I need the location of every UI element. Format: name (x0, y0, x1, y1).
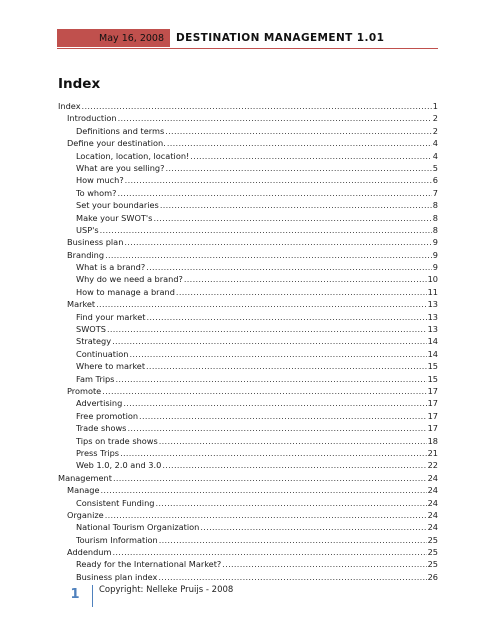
toc-entry[interactable] (58, 397, 438, 409)
toc-entry[interactable] (58, 162, 438, 174)
toc-entry-label: Location, location, location! (76, 150, 190, 161)
toc-entry[interactable] (58, 521, 438, 533)
toc-entry-page: 25 (427, 534, 438, 545)
toc-entry-page: 9 (432, 237, 438, 248)
toc-entry-label: Business plan index (76, 571, 158, 582)
toc-entry-page: 21 (427, 447, 438, 458)
toc-entry-page: 13 (427, 311, 438, 322)
toc-entry[interactable] (58, 125, 438, 137)
toc-entry-label: Where to market (76, 361, 146, 372)
header-title: DESTINATION MANAGEMENT 1.01 (176, 32, 385, 44)
toc-entry-page: 26 (427, 571, 438, 582)
toc-entry-label: Definitions and terms (76, 125, 165, 136)
toc-entry-label: Strategy (76, 336, 112, 347)
toc-entry-page: 17 (427, 398, 438, 409)
toc-entry-label: What is a brand? (76, 262, 146, 273)
toc-dot-leader (107, 323, 427, 335)
header-date: May 16, 2008 (57, 29, 170, 47)
toc-entry[interactable] (58, 509, 438, 521)
toc-entry[interactable] (58, 435, 438, 447)
toc-dot-leader (165, 162, 431, 174)
toc-dot-leader (105, 249, 432, 261)
copyright-text: Copyright: Nelleke Pruijs - 2008 (99, 585, 234, 595)
toc-dot-leader (139, 410, 427, 422)
toc-entry-page: 8 (432, 224, 438, 235)
toc-dot-leader (159, 435, 427, 447)
toc-entry-label: Tips on trade shows (76, 435, 158, 446)
toc-entry-label: Business plan (67, 237, 124, 248)
toc-entry[interactable] (58, 298, 438, 310)
toc-entry[interactable] (58, 174, 438, 186)
toc-dot-leader (82, 100, 432, 112)
toc-entry-label: Addendum (67, 547, 112, 558)
toc-entry-page: 25 (427, 547, 438, 558)
toc-entry[interactable] (58, 571, 438, 583)
toc-entry-page: 24 (427, 472, 438, 483)
toc-entry-label: Fam Trips (76, 373, 115, 384)
toc-entry-page: 22 (427, 460, 438, 471)
toc-dot-leader (146, 261, 432, 273)
toc-dot-leader (184, 273, 427, 285)
toc-entry[interactable] (58, 273, 438, 285)
toc-entry-label: How much? (76, 175, 124, 186)
toc-dot-leader (222, 558, 426, 570)
toc-entry-page: 11 (427, 286, 438, 297)
toc-entry-page: 24 (427, 509, 438, 520)
toc-dot-leader (115, 373, 426, 385)
toc-entry-page: 8 (432, 200, 438, 211)
toc-entry-label: Continuation (76, 348, 129, 359)
toc-entry-page: 5 (432, 162, 438, 173)
toc-entry-page: 1 (432, 101, 438, 111)
toc-entry-label: Tourism Information (76, 534, 158, 545)
toc-entry[interactable] (58, 484, 438, 496)
toc-dot-leader (153, 212, 431, 224)
toc-dot-leader (155, 497, 426, 509)
toc-entry-label: Press Trips (76, 447, 120, 458)
toc-entry[interactable] (58, 261, 438, 273)
toc-entry-label: Introduction (67, 113, 117, 124)
toc-entry-label: Define your destination. (67, 138, 166, 149)
toc-entry-page: 10 (427, 274, 438, 285)
toc-entry-page: 24 (427, 522, 438, 533)
toc-entry-label: Ready for the International Market? (76, 559, 222, 570)
toc-entry[interactable] (58, 286, 438, 298)
toc-entry[interactable] (58, 360, 438, 372)
toc-entry-page: 7 (432, 187, 438, 198)
toc-entry[interactable] (58, 335, 438, 347)
toc-dot-leader (125, 174, 432, 186)
toc-entry[interactable] (58, 224, 438, 236)
toc-dot-leader (158, 571, 426, 583)
toc-entry-page: 9 (432, 249, 438, 260)
toc-entry-label: How to manage a brand (76, 286, 175, 297)
toc-entry[interactable] (58, 546, 438, 558)
toc-entry[interactable] (58, 249, 438, 261)
toc-dot-leader (112, 335, 426, 347)
toc-entry[interactable] (58, 100, 438, 112)
table-of-contents (58, 100, 438, 583)
toc-entry-page: 4 (432, 150, 438, 161)
page-header (57, 29, 438, 47)
toc-entry[interactable] (58, 150, 438, 162)
toc-entry-page: 17 (427, 410, 438, 421)
toc-entry[interactable] (58, 447, 438, 459)
index-heading: Index (58, 76, 101, 92)
toc-entry-page: 24 (427, 485, 438, 496)
toc-entry-label: Advertising (76, 398, 123, 409)
toc-dot-leader (146, 360, 427, 372)
footer-divider (92, 585, 93, 607)
toc-dot-leader (117, 187, 431, 199)
toc-dot-leader (113, 472, 427, 484)
toc-dot-leader (200, 521, 426, 533)
toc-entry[interactable] (58, 558, 438, 570)
toc-entry-page: 17 (427, 423, 438, 434)
toc-entry-label: Set your boundaries (76, 200, 159, 211)
toc-entry[interactable] (58, 236, 438, 248)
toc-entry-label: Manage (67, 485, 100, 496)
toc-dot-leader (100, 224, 432, 236)
toc-dot-leader (162, 459, 426, 471)
toc-entry-page: 13 (427, 299, 438, 310)
toc-entry[interactable] (58, 212, 438, 224)
toc-entry-page: 18 (427, 435, 438, 446)
toc-dot-leader (127, 422, 426, 434)
toc-entry-page: 8 (432, 212, 438, 223)
toc-entry[interactable] (58, 534, 438, 546)
toc-entry-page: 15 (427, 361, 438, 372)
toc-entry[interactable] (58, 422, 438, 434)
toc-entry[interactable] (58, 311, 438, 323)
toc-dot-leader (101, 484, 427, 496)
toc-entry-label: Management (58, 472, 112, 483)
toc-dot-leader (159, 534, 427, 546)
toc-entry-label: Free promotion (76, 410, 139, 421)
toc-entry-label: National Tourism Organization (76, 522, 200, 533)
toc-entry-label: Organize (67, 509, 104, 520)
toc-entry-page: 15 (427, 373, 438, 384)
toc-entry-label: USP's (76, 224, 99, 235)
toc-entry-label: Why do we need a brand? (76, 274, 183, 285)
page-number: 1 (70, 586, 80, 602)
toc-entry-label: Find your market (76, 311, 146, 322)
toc-entry[interactable] (58, 373, 438, 385)
toc-entry[interactable] (58, 459, 438, 471)
toc-entry-page: 13 (427, 324, 438, 335)
toc-entry-label: SWOTS (76, 324, 106, 335)
toc-entry-label: Branding (67, 249, 105, 260)
toc-entry[interactable] (58, 497, 438, 509)
toc-entry[interactable] (58, 410, 438, 422)
toc-entry[interactable] (58, 199, 438, 211)
toc-entry-page: 2 (432, 113, 438, 124)
toc-entry-page: 6 (432, 175, 438, 186)
toc-entry-label: Promote (67, 385, 102, 396)
toc-entry-label: Market (67, 299, 96, 310)
toc-entry[interactable] (58, 348, 438, 360)
toc-dot-leader (102, 385, 426, 397)
toc-dot-leader (176, 286, 427, 298)
toc-dot-leader (146, 311, 426, 323)
toc-entry[interactable] (58, 385, 438, 397)
toc-dot-leader (124, 236, 431, 248)
toc-entry-page: 17 (427, 385, 438, 396)
toc-dot-leader (160, 199, 432, 211)
toc-entry-page: 25 (427, 559, 438, 570)
toc-entry[interactable] (58, 137, 438, 149)
toc-entry-page: 14 (427, 336, 438, 347)
toc-entry-page: 9 (432, 262, 438, 273)
toc-entry-page: 2 (432, 125, 438, 136)
toc-dot-leader (112, 546, 426, 558)
toc-entry-label: Index (58, 101, 81, 111)
toc-dot-leader (165, 125, 432, 137)
toc-dot-leader (123, 397, 426, 409)
toc-dot-leader (105, 509, 427, 521)
toc-entry[interactable] (58, 187, 438, 199)
toc-dot-leader (118, 112, 432, 124)
toc-entry-page: 14 (427, 348, 438, 359)
toc-dot-leader (120, 447, 427, 459)
toc-entry-page: 24 (427, 497, 438, 508)
toc-entry[interactable] (58, 112, 438, 124)
page-footer (58, 583, 438, 605)
toc-entry-label: Web 1.0, 2.0 and 3.0 (76, 460, 162, 471)
toc-entry-label: To whom? (76, 187, 117, 198)
toc-entry-label: Trade shows (76, 423, 127, 434)
toc-entry[interactable] (58, 323, 438, 335)
toc-entry[interactable] (58, 472, 438, 484)
toc-dot-leader (190, 150, 431, 162)
toc-dot-leader (96, 298, 426, 310)
toc-dot-leader (129, 348, 426, 360)
toc-dot-leader (167, 137, 432, 149)
toc-entry-label: What are you selling? (76, 162, 165, 173)
toc-entry-label: Consistent Funding (76, 497, 155, 508)
toc-entry-page: 4 (432, 138, 438, 149)
toc-entry-label: Make your SWOT's (76, 212, 153, 223)
header-divider (57, 48, 438, 49)
